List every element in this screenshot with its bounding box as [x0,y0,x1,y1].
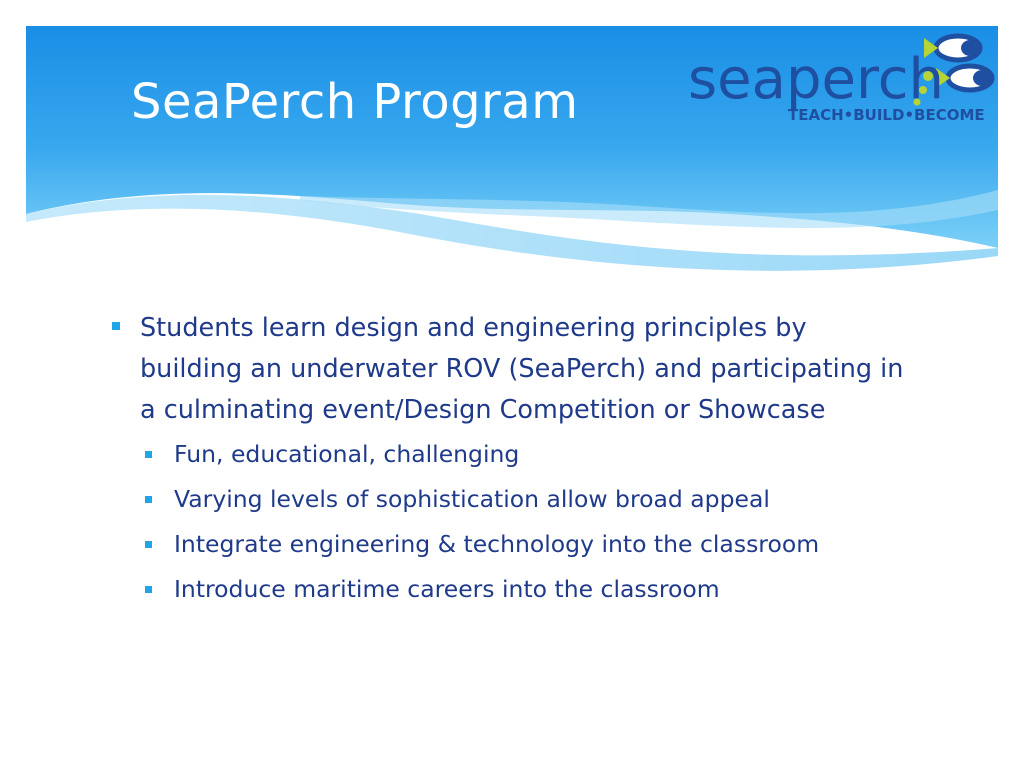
bullet-text: Students learn design and engineering principles by building an underwater ROV (SeaPerch) and participating in a culminating event/Design Competition or Showcase [140,313,904,425]
sub-bullet-item [108,439,908,469]
sub-bullet-item [108,574,908,604]
square-bullet-icon [145,586,152,593]
sub-bullet-text: Introduce maritime careers into the classroom [174,575,720,603]
logo-tagline: TEACH•BUILD•BECOME [788,106,985,124]
square-bullet-icon [145,496,152,503]
bullet-item [108,308,908,431]
sub-bullet-item [108,529,908,559]
sub-bullet-text: Integrate engineering & technology into the classroom [174,530,820,558]
seaperch-logo [688,30,1000,130]
square-bullet-icon [145,541,152,548]
square-bullet-icon [145,451,152,458]
bullet-list [108,308,908,604]
logo-wordmark: seaperch [688,47,945,112]
sub-bullet-text: Varying levels of sophistication allow broad appeal [174,485,770,513]
square-bullet-icon [112,322,120,330]
slide-title: SeaPerch Program [131,74,579,130]
sub-bullet-text: Fun, educational, challenging [174,440,520,468]
sub-bullet-item [108,484,908,514]
